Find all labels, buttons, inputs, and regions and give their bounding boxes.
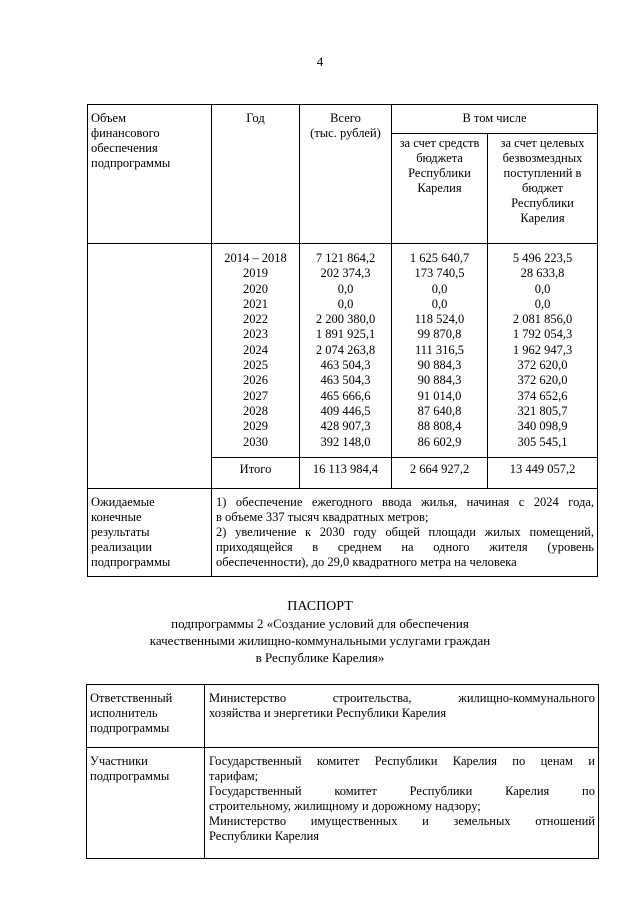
responsible-text: Министерство строительства, жилищно-коммунального хозяйства и энергетики Республики Карелия <box>205 685 599 748</box>
financing-cell-transfers: 5 496 223,5 <box>512 251 573 265</box>
financing-cell-year: 2027 <box>243 388 268 403</box>
financing-cell-year: 2030 <box>243 434 268 449</box>
financing-cell-total: 2 200 380,0 <box>315 312 376 327</box>
year-column <box>212 244 300 458</box>
financing-cell-total: 1 891 925,1 <box>315 327 376 342</box>
financing-label: Объем финансового обеспечения подпрограммы <box>88 105 212 244</box>
financing-cell-transfers: 0,0 <box>534 281 551 296</box>
financing-cell-total: 0,0 <box>337 296 354 311</box>
total-row-total: 16 113 984,4 <box>300 457 392 488</box>
passport-title <box>0 598 640 666</box>
results-label: Ожидаемые конечные результаты реализации подпрограммы <box>88 488 212 576</box>
total-column <box>300 244 392 458</box>
financing-cell-year: 2025 <box>243 358 268 373</box>
financing-cell-year: 2028 <box>243 403 268 418</box>
passport-subtitle-line: подпрограммы 2 «Создание условий для обеспечения <box>171 616 469 631</box>
passport-subtitle-line: качественными жилищно-коммунальными услугами граждан <box>149 633 491 648</box>
total-row-label: Итого <box>212 457 300 488</box>
financing-cell-year: 2014 – 2018 <box>224 251 287 265</box>
budget-column <box>392 244 488 458</box>
passport-heading: ПАСПОРТ <box>287 599 353 614</box>
including-header: В том числе <box>392 105 598 134</box>
financing-cell-transfers: 28 633,8 <box>520 266 565 281</box>
total-row-budget: 2 664 927,2 <box>392 457 488 488</box>
financing-cell-year: 2021 <box>243 296 268 311</box>
year-header: Год <box>212 105 300 244</box>
financing-cell-total: 392 148,0 <box>320 434 371 449</box>
financing-table <box>87 104 598 577</box>
financing-cell-budget: 86 602,9 <box>417 434 462 449</box>
financing-cell-year: 2023 <box>243 327 268 342</box>
financing-cell-transfers: 305 545,1 <box>517 434 568 449</box>
participants-text: Государственный комитет Республики Карелия по ценам и тарифам; Государственный комитет Республики Карелия по строительному, жилищному и дорожному надзору; Министерство имущественных и земельных отношений Республики Карелия <box>205 748 599 859</box>
passport-table <box>86 684 599 859</box>
financing-cell-total: 463 504,3 <box>320 373 371 388</box>
financing-cell-total: 465 666,6 <box>320 388 371 403</box>
financing-cell-total: 428 907,3 <box>320 419 371 434</box>
transfers-column <box>488 244 598 458</box>
participants-label: Участники подпрограммы <box>87 748 205 859</box>
financing-cell-total: 7 121 864,2 <box>315 251 376 265</box>
financing-cell-budget: 118 524,0 <box>414 312 465 327</box>
financing-cell-budget: 0,0 <box>431 296 448 311</box>
financing-cell-transfers: 340 098,9 <box>517 419 568 434</box>
budget-header: за счет средств бюджета Республики Карелия <box>392 134 488 244</box>
total-header: Всего (тыс. рублей) <box>300 105 392 244</box>
financing-cell-budget: 99 870,8 <box>417 327 462 342</box>
results-text: 1) обеспечение ежегодного ввода жилья, начиная с 2024 года, в объеме 337 тысяч квадратных метров; 2) увеличение к 2030 году общей площади жилых помещений, приходящейся в среднем на одного жителя (уровень обеспеченности), до 29,0 квадратного метра на человека <box>212 488 598 576</box>
financing-cell-total: 463 504,3 <box>320 358 371 373</box>
financing-cell-year: 2026 <box>243 373 268 388</box>
financing-cell-budget: 90 884,3 <box>417 373 462 388</box>
financing-cell-budget: 0,0 <box>431 281 448 296</box>
financing-cell-year: 2022 <box>243 312 268 327</box>
financing-cell-total: 0,0 <box>337 281 354 296</box>
financing-cell-transfers: 2 081 856,0 <box>512 312 573 327</box>
financing-cell-transfers: 1 792 054,3 <box>512 327 573 342</box>
financing-cell-transfers: 372 620,0 <box>517 373 568 388</box>
financing-cell-year: 2024 <box>243 342 268 357</box>
financing-cell-budget: 1 625 640,7 <box>409 251 470 265</box>
financing-cell-budget: 90 884,3 <box>417 358 462 373</box>
financing-label-spacer <box>88 244 212 489</box>
financing-cell-total: 409 446,5 <box>320 403 371 418</box>
financing-cell-year: 2019 <box>243 266 268 281</box>
passport-subtitle-line: в Республике Карелия» <box>255 650 385 665</box>
financing-cell-budget: 87 640,8 <box>417 403 462 418</box>
financing-cell-budget: 173 740,5 <box>414 266 465 281</box>
financing-cell-budget: 111 316,5 <box>414 342 465 357</box>
financing-cell-transfers: 0,0 <box>534 296 551 311</box>
transfers-header: за счет целевых безвозмездных поступлений в бюджет Республики Карелия <box>488 134 598 244</box>
responsible-label: Ответственный исполнитель подпрограммы <box>87 685 205 748</box>
financing-cell-transfers: 1 962 947,3 <box>512 342 573 357</box>
financing-cell-transfers: 321 805,7 <box>517 403 568 418</box>
financing-cell-budget: 88 808,4 <box>417 419 462 434</box>
total-row-transfers: 13 449 057,2 <box>488 457 598 488</box>
financing-cell-year: 2029 <box>243 419 268 434</box>
financing-cell-budget: 91 014,0 <box>417 388 462 403</box>
financing-cell-total: 202 374,3 <box>320 266 371 281</box>
financing-cell-year: 2020 <box>243 281 268 296</box>
page-number: 4 <box>316 54 324 69</box>
financing-cell-transfers: 374 652,6 <box>517 388 568 403</box>
financing-cell-transfers: 372 620,0 <box>517 358 568 373</box>
financing-cell-total: 2 074 263,8 <box>315 342 376 357</box>
